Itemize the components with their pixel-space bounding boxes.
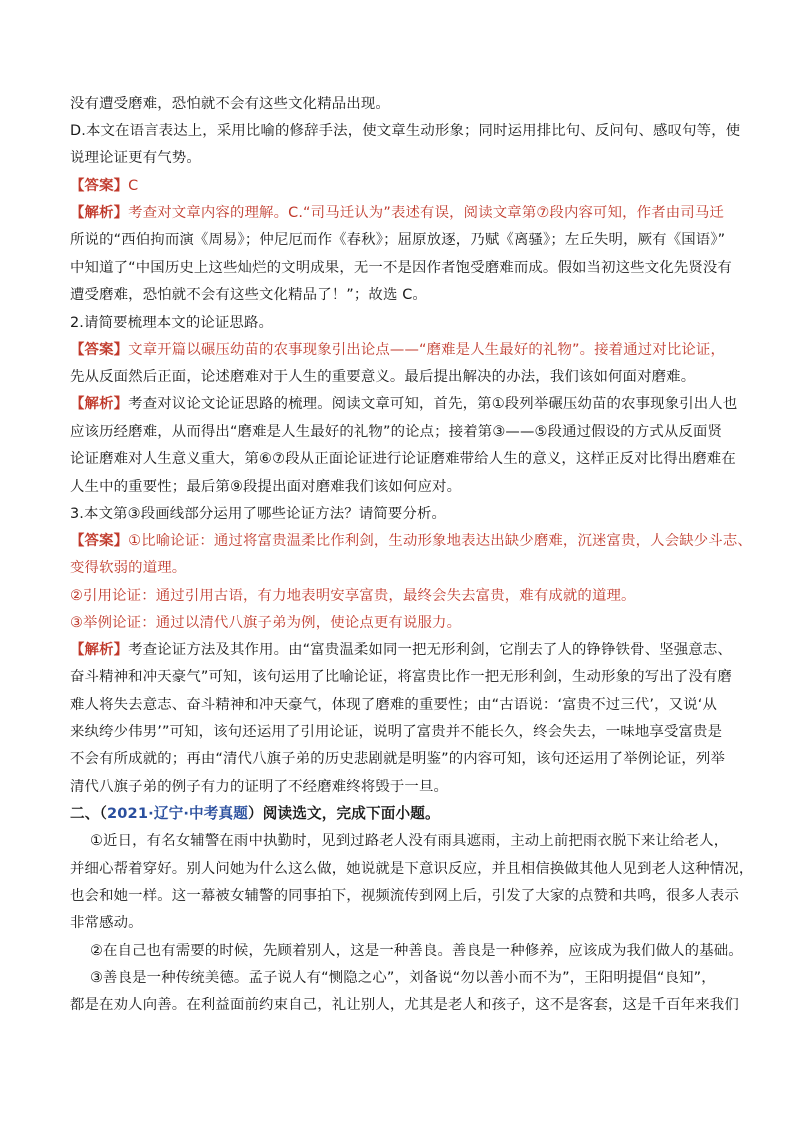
analysis-line: 来纨绔少伟男’”可知，该句还运用了引用论证，说明了富贵并不能长久，终会失去，一味地享受富贵是	[70, 724, 723, 740]
analysis-line: 应该历经磨难，从而得出“磨难是人生最好的礼物”的论点；接着第③——⑤段通过假设的方式从反面贤	[70, 424, 723, 440]
answer-text: 文章开篇以碾压幼苗的农事现象引出论点——“磨难是人生最好的礼物”。接着通过对比论证，	[128, 342, 726, 358]
question-3: 3.本文第③段画线部分运用了哪些论证方法？请简要分析。	[70, 506, 447, 522]
answer-row	[70, 176, 138, 196]
analysis-row	[70, 203, 724, 223]
passage-line: 并细心帮着穿好。别人问她为什么这么做，她说就是下意识反应，并且相信换做其他人见到老人这种情况，	[70, 861, 754, 877]
analysis-text: 考查对文章内容的理解。C.“司马迁认为”表述有误，阅读文章第⑦段内容可知，作者由司马迁	[128, 205, 724, 221]
analysis-line: 奋斗精神和冲天豪气”可知，该句运用了比喻论证，将富贵比作一把无形利剑，生动形象的写出了没有磨	[70, 669, 732, 685]
answer-line: 变得软弱的道理。	[70, 560, 187, 576]
answer-text: ①比喻论证：通过将富贵温柔比作利剑，生动形象地表达出缺少磨难，沉迷富贵，人会缺少斗志、	[128, 533, 752, 549]
answer-tag: 【答案】	[70, 342, 129, 358]
passage-paragraph-3: ③善良是一种传统美德。孟子说人有“恻隐之心”，刘备说“勿以善小而不为”，王阳明提倡“良知”，	[90, 970, 716, 986]
analysis-text: 考查对议论文论证思路的梳理。阅读文章可知，首先，第①段列举碾压幼苗的农事现象引出人也	[128, 396, 738, 412]
analysis-text: 考查论证方法及其作用。由“富贵温柔如同一把无形利剑，它削去了人的铮铮铁骨、坚强意志、	[128, 642, 732, 658]
analysis-row	[70, 394, 737, 414]
section-prefix: 二、（	[70, 805, 107, 822]
text-line: 说理论证更有气势。	[70, 150, 201, 166]
passage-line: 都是在劝人向善。在利益面前约束自己，礼让别人，尤其是老人和孩子，这不是客套，这是千百年来我们	[70, 997, 739, 1013]
analysis-line: 所说的“西伯拘而演《周易》；仲尼厄而作《春秋》；屈原放逐，乃赋《离骚》；左丘失明，厥有《国语》”	[70, 232, 726, 248]
analysis-line: 难人将失去意志、奋斗精神和冲天豪气，体现了磨难的重要性；由“古语说：‘富贵不过三代’，又说‘从	[70, 697, 718, 713]
exam-source: 2021·辽宁·中考真题	[106, 805, 249, 822]
text-line: 没有遭受磨难，恐怕就不会有这些文化精品出现。	[70, 96, 390, 112]
passage-line: 也会和她一样。这一幕被女辅警的同事拍下，视频流传到网上后，引发了大家的点赞和共鸣，很多人表示	[70, 888, 739, 904]
passage-paragraph-2: ②在自己也有需要的时候，先顾着别人，这是一种善良。善良是一种修养，应该成为我们做人的基础。	[90, 943, 743, 959]
analysis-line: 人生中的重要性；最后第⑨段提出面对磨难我们该如何应对。	[70, 479, 462, 495]
answer-line: ③举例论证：通过以清代八旗子弟为例，使论点更有说服力。	[70, 615, 462, 631]
analysis-tag: 【解析】	[70, 642, 129, 658]
analysis-line: 中知道了“中国历史上这些灿烂的文明成果，无一不是因作者饱受磨难而成。假如当初这些文化先贤没有	[70, 260, 732, 276]
passage-line: 非常感动。	[70, 915, 143, 931]
analysis-tag: 【解析】	[70, 205, 129, 221]
passage-paragraph-1: ①近日，有名女辅警在雨中执勤时，见到过路老人没有雨具遮雨，主动上前把雨衣脱下来让给老人，	[90, 833, 729, 849]
option-d-line: D.本文在语言表达上，采用比喻的修辞手法，使文章生动形象；同时运用排比句、反问句、感叹句等，使	[70, 123, 741, 139]
question-2: 2.请简要梳理本文的论证思路。	[70, 315, 274, 331]
answer-row	[70, 531, 752, 551]
analysis-tag: 【解析】	[70, 396, 129, 412]
analysis-line: 遭受磨难，恐怕就不会有这些文化精品了！”；故选 C。	[70, 287, 427, 303]
answer-line: 先从反面然后正面，论述磨难对于人生的重要意义。最后提出解决的办法，我们该如何面对磨难。	[70, 369, 696, 385]
answer-row	[70, 340, 725, 360]
section-two-heading	[70, 804, 440, 824]
analysis-line: 论证磨难对人生意义重大，第⑥⑦段从正面论证进行论证磨难带给人生的意义，这样正反对比得出磨难在	[70, 451, 736, 467]
section-instruction: 阅读选文，完成下面小题。	[262, 805, 440, 822]
analysis-row	[70, 640, 732, 660]
analysis-line: 清代八旗子弟的例子有力的证明了不经磨难终将毁于一旦。	[70, 779, 449, 795]
answer-text: C	[128, 178, 139, 194]
answer-tag: 【答案】	[70, 178, 129, 194]
analysis-line: 不会有所成就的；再由“清代八旗子弟的历史悲剧就是明鉴”的内容可知，该句还运用了举例论证，列举	[70, 751, 726, 767]
answer-tag: 【答案】	[70, 533, 129, 549]
section-suffix: ）	[248, 805, 263, 822]
answer-line: ②引用论证：通过引用古语，有力地表明安享富贵，最终会失去富贵，难有成就的道理。	[70, 588, 636, 604]
